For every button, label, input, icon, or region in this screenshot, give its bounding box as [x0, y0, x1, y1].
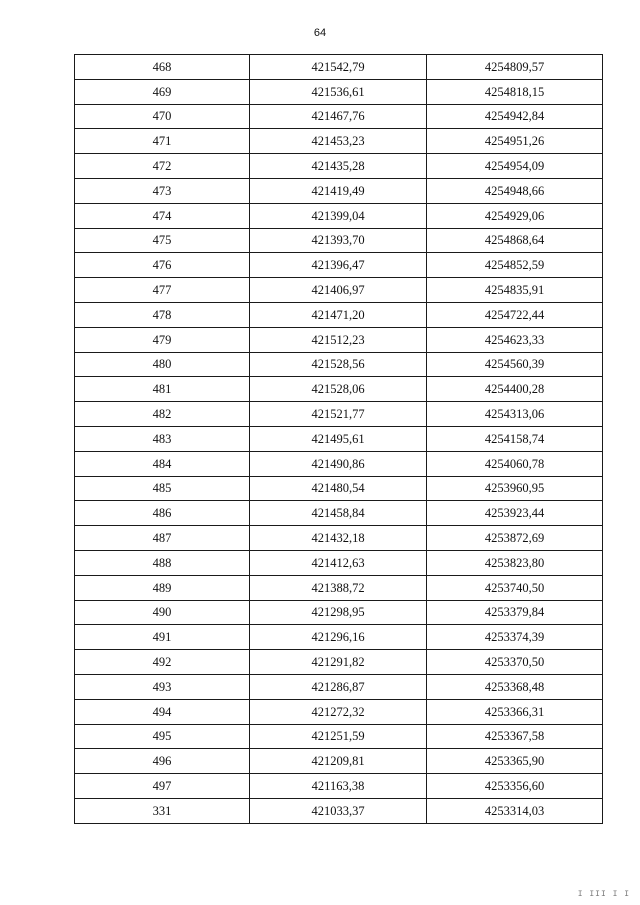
coordinates-table [74, 54, 603, 824]
x-coordinate-cell: 421419,49 [250, 178, 427, 203]
y-coordinate-cell: 4254942,84 [427, 104, 603, 129]
x-coordinate-cell: 421412,63 [250, 550, 427, 575]
point-number-cell: 472 [75, 154, 250, 179]
table-row [75, 79, 603, 104]
table-row [75, 476, 603, 501]
x-coordinate-cell: 421453,23 [250, 129, 427, 154]
y-coordinate-cell: 4253365,90 [427, 749, 603, 774]
table-row [75, 550, 603, 575]
table-row [75, 650, 603, 675]
y-coordinate-cell: 4253356,60 [427, 774, 603, 799]
point-number-cell: 491 [75, 625, 250, 650]
y-coordinate-cell: 4253823,80 [427, 550, 603, 575]
x-coordinate-cell: 421542,79 [250, 55, 427, 80]
table-row [75, 451, 603, 476]
point-number-cell: 494 [75, 699, 250, 724]
y-coordinate-cell: 4254400,28 [427, 377, 603, 402]
y-coordinate-cell: 4253374,39 [427, 625, 603, 650]
table-row [75, 575, 603, 600]
table-row [75, 699, 603, 724]
point-number-cell: 479 [75, 327, 250, 352]
y-coordinate-cell: 4254623,33 [427, 327, 603, 352]
table-row [75, 178, 603, 203]
y-coordinate-cell: 4254852,59 [427, 253, 603, 278]
x-coordinate-cell: 421393,70 [250, 228, 427, 253]
footer-scan-mark: I III I I [577, 890, 630, 899]
point-number-cell: 497 [75, 774, 250, 799]
x-coordinate-cell: 421480,54 [250, 476, 427, 501]
table-row [75, 55, 603, 80]
table-row [75, 625, 603, 650]
coordinates-table-body [75, 55, 603, 824]
table-row [75, 798, 603, 823]
x-coordinate-cell: 421399,04 [250, 203, 427, 228]
table-row [75, 501, 603, 526]
y-coordinate-cell: 4254158,74 [427, 426, 603, 451]
x-coordinate-cell: 421467,76 [250, 104, 427, 129]
x-coordinate-cell: 421291,82 [250, 650, 427, 675]
table-row [75, 129, 603, 154]
point-number-cell: 492 [75, 650, 250, 675]
y-coordinate-cell: 4254560,39 [427, 352, 603, 377]
table-row [75, 774, 603, 799]
y-coordinate-cell: 4253740,50 [427, 575, 603, 600]
point-number-cell: 488 [75, 550, 250, 575]
x-coordinate-cell: 421528,06 [250, 377, 427, 402]
x-coordinate-cell: 421471,20 [250, 302, 427, 327]
table-row [75, 154, 603, 179]
y-coordinate-cell: 4254868,64 [427, 228, 603, 253]
table-row [75, 377, 603, 402]
x-coordinate-cell: 421406,97 [250, 278, 427, 303]
x-coordinate-cell: 421209,81 [250, 749, 427, 774]
point-number-cell: 489 [75, 575, 250, 600]
y-coordinate-cell: 4254809,57 [427, 55, 603, 80]
y-coordinate-cell: 4253370,50 [427, 650, 603, 675]
point-number-cell: 474 [75, 203, 250, 228]
y-coordinate-cell: 4254835,91 [427, 278, 603, 303]
table-row [75, 426, 603, 451]
y-coordinate-cell: 4254060,78 [427, 451, 603, 476]
point-number-cell: 496 [75, 749, 250, 774]
point-number-cell: 475 [75, 228, 250, 253]
x-coordinate-cell: 421536,61 [250, 79, 427, 104]
table-row [75, 352, 603, 377]
point-number-cell: 484 [75, 451, 250, 476]
y-coordinate-cell: 4253314,03 [427, 798, 603, 823]
point-number-cell: 468 [75, 55, 250, 80]
table-row [75, 724, 603, 749]
table-row [75, 674, 603, 699]
y-coordinate-cell: 4254818,15 [427, 79, 603, 104]
y-coordinate-cell: 4254951,26 [427, 129, 603, 154]
point-number-cell: 486 [75, 501, 250, 526]
point-number-cell: 470 [75, 104, 250, 129]
y-coordinate-cell: 4254954,09 [427, 154, 603, 179]
y-coordinate-cell: 4254948,66 [427, 178, 603, 203]
y-coordinate-cell: 4253368,48 [427, 674, 603, 699]
x-coordinate-cell: 421495,61 [250, 426, 427, 451]
x-coordinate-cell: 421521,77 [250, 402, 427, 427]
x-coordinate-cell: 421512,23 [250, 327, 427, 352]
x-coordinate-cell: 421251,59 [250, 724, 427, 749]
x-coordinate-cell: 421388,72 [250, 575, 427, 600]
point-number-cell: 487 [75, 526, 250, 551]
table-row [75, 402, 603, 427]
x-coordinate-cell: 421163,38 [250, 774, 427, 799]
point-number-cell: 483 [75, 426, 250, 451]
y-coordinate-cell: 4253366,31 [427, 699, 603, 724]
x-coordinate-cell: 421396,47 [250, 253, 427, 278]
point-number-cell: 490 [75, 600, 250, 625]
point-number-cell: 476 [75, 253, 250, 278]
y-coordinate-cell: 4253872,69 [427, 526, 603, 551]
point-number-cell: 331 [75, 798, 250, 823]
table-row [75, 228, 603, 253]
x-coordinate-cell: 421033,37 [250, 798, 427, 823]
x-coordinate-cell: 421272,32 [250, 699, 427, 724]
x-coordinate-cell: 421458,84 [250, 501, 427, 526]
y-coordinate-cell: 4253367,58 [427, 724, 603, 749]
table-row [75, 600, 603, 625]
x-coordinate-cell: 421528,56 [250, 352, 427, 377]
point-number-cell: 477 [75, 278, 250, 303]
x-coordinate-cell: 421435,28 [250, 154, 427, 179]
x-coordinate-cell: 421298,95 [250, 600, 427, 625]
point-number-cell: 471 [75, 129, 250, 154]
point-number-cell: 480 [75, 352, 250, 377]
point-number-cell: 473 [75, 178, 250, 203]
point-number-cell: 485 [75, 476, 250, 501]
point-number-cell: 469 [75, 79, 250, 104]
table-row [75, 278, 603, 303]
y-coordinate-cell: 4253960,95 [427, 476, 603, 501]
point-number-cell: 478 [75, 302, 250, 327]
y-coordinate-cell: 4254722,44 [427, 302, 603, 327]
table-row [75, 302, 603, 327]
point-number-cell: 495 [75, 724, 250, 749]
table-row [75, 327, 603, 352]
point-number-cell: 481 [75, 377, 250, 402]
table-row [75, 104, 603, 129]
y-coordinate-cell: 4254929,06 [427, 203, 603, 228]
x-coordinate-cell: 421286,87 [250, 674, 427, 699]
table-row [75, 253, 603, 278]
point-number-cell: 482 [75, 402, 250, 427]
y-coordinate-cell: 4253923,44 [427, 501, 603, 526]
table-row [75, 749, 603, 774]
table-row [75, 526, 603, 551]
point-number-cell: 493 [75, 674, 250, 699]
x-coordinate-cell: 421490,86 [250, 451, 427, 476]
page-number: 64 [313, 27, 327, 39]
y-coordinate-cell: 4253379,84 [427, 600, 603, 625]
x-coordinate-cell: 421432,18 [250, 526, 427, 551]
table-row [75, 203, 603, 228]
x-coordinate-cell: 421296,16 [250, 625, 427, 650]
y-coordinate-cell: 4254313,06 [427, 402, 603, 427]
